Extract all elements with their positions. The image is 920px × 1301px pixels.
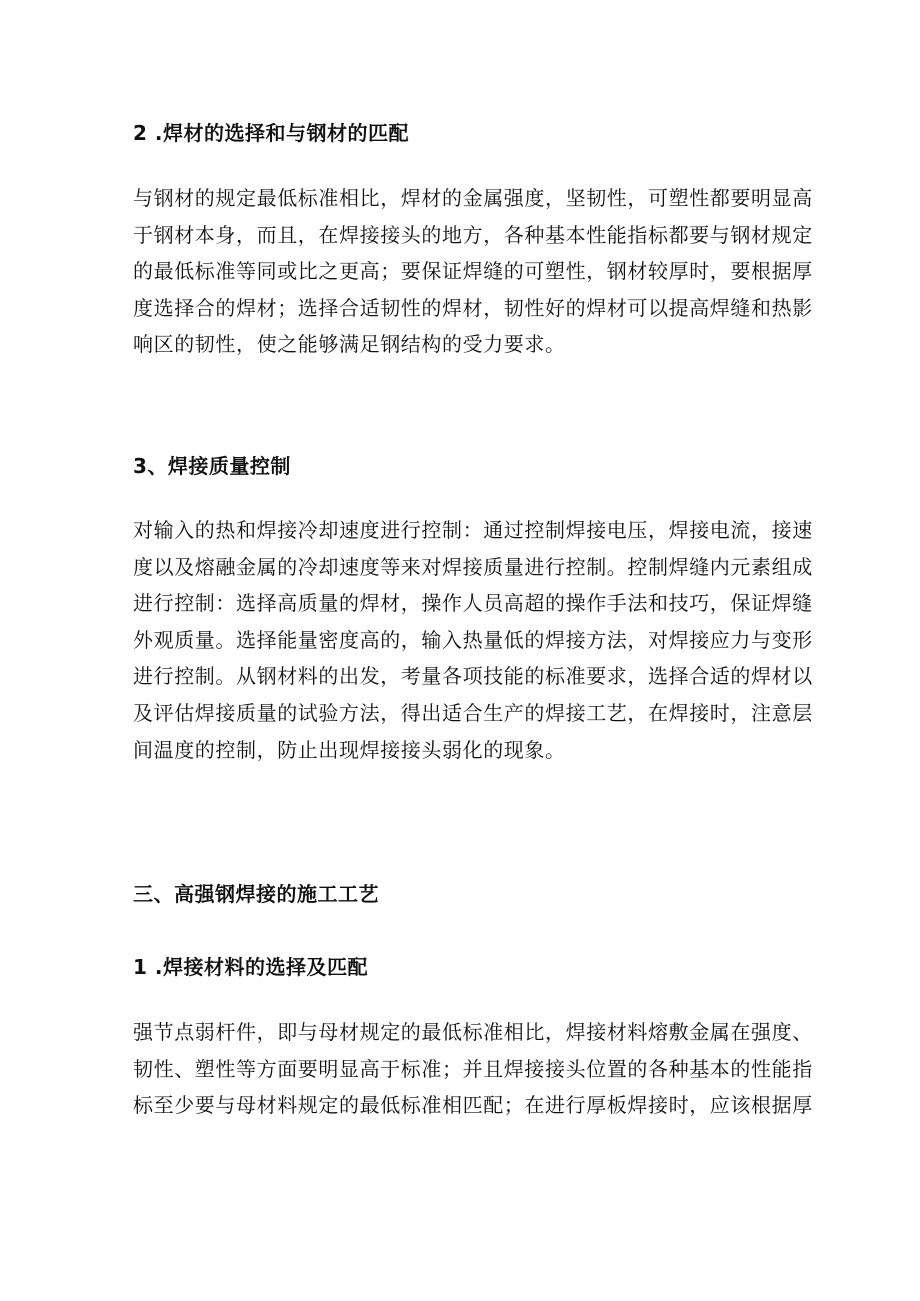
paragraph-material-selection xyxy=(133,1014,813,1124)
text-line: 的最低标准等同或比之更高；要保证焊缝的可塑性，钢材较厚时，要根据厚 xyxy=(133,259,813,284)
text-line: 度选择合的焊材；选择合适韧性的焊材，韧性好的焊材可以提高焊缝和热影 xyxy=(133,295,813,320)
text-line: 于钢材本身，而且，在焊接接头的地方，各种基本性能指标都要与钢材规定 xyxy=(133,222,813,247)
text-line: 标至少要与母材料规定的最低标准相匹配；在进行厚板焊接时，应该根据厚 xyxy=(133,1093,813,1118)
text-line: 强节点弱杆件，即与母材规定的最低标准相比，焊接材料熔敷金属在强度、 xyxy=(133,1020,813,1044)
text-line: 进行控制。从钢材料的出发，考量各项技能的标准要求，选择合适的焊材以 xyxy=(133,664,813,689)
section-heading-material-selection: 1 .焊接材料的选择及匹配 xyxy=(133,955,368,979)
section-heading-construction-process: 三、高强钢焊接的施工工艺 xyxy=(133,882,379,906)
section-heading-quality-control: 3、焊接质量控制 xyxy=(133,454,291,478)
text-line: 外观质量。选择能量密度高的，输入热量低的焊接方法，对焊接应力与变形 xyxy=(133,627,813,652)
text-line: 间温度的控制，防止出现焊接接头弱化的现象。 xyxy=(133,737,566,762)
text-line: 响区的韧性，使之能够满足钢结构的受力要求。 xyxy=(133,332,566,357)
text-line: 进行控制：选择高质量的焊材，操作人员高超的操作手法和技巧，保证焊缝 xyxy=(133,591,813,616)
paragraph-welding-material xyxy=(133,180,813,363)
section-heading-welding-material-matching: 2 .焊材的选择和与钢材的匹配 xyxy=(133,121,409,145)
text-line: 对输入的热和焊接冷却速度进行控制：通过控制焊接电压，焊接电流，接速 xyxy=(133,518,813,542)
text-line: 与钢材的规定最低标准相比，焊材的金属强度，坚韧性，可塑性都要明显高 xyxy=(133,186,813,210)
text-line: 韧性、塑性等方面要明显高于标准；并且焊接接头位置的各种基本的性能指 xyxy=(133,1056,813,1081)
text-line: 及评估焊接质量的试验方法，得出适合生产的焊接工艺，在焊接时，注意层 xyxy=(133,700,813,725)
text-line: 度以及熔融金属的冷却速度等来对焊接质量进行控制。控制焊缝内元素组成 xyxy=(133,554,813,579)
paragraph-quality-control xyxy=(133,512,813,768)
